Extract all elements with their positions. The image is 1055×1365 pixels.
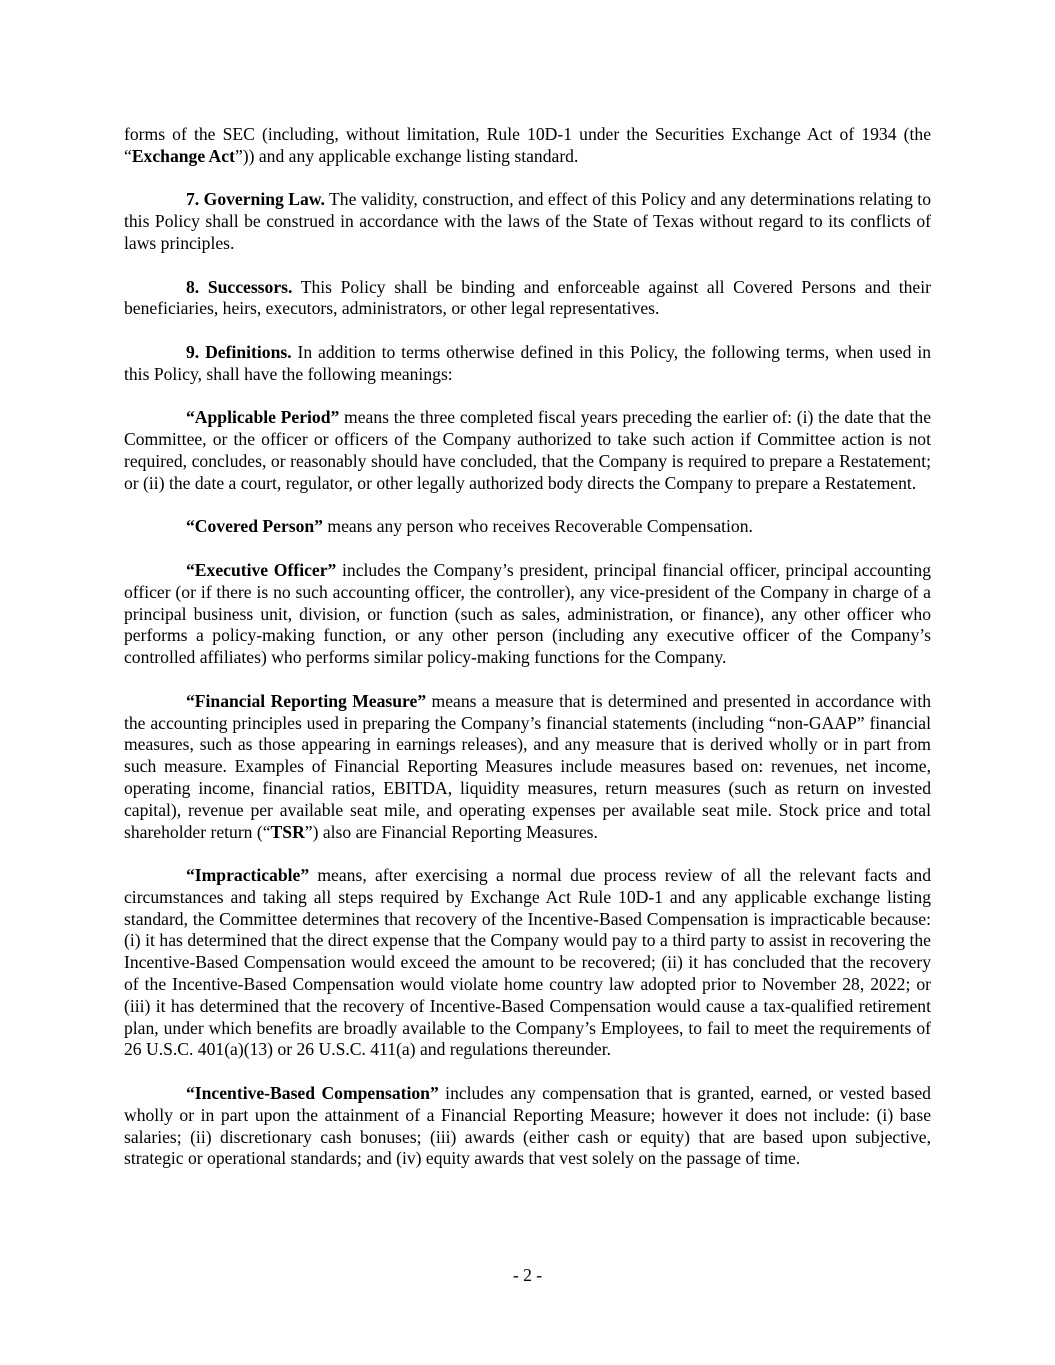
definition-text: means, after exercising a normal due process review of all the relevant facts and circumstances and taking all steps required by Exchange Act Rule 10D-1 and any applicable exchange listing standard, the Committee determines that recovery of the Incentive-Based Compensation is impracticable because: (i) it has determined that the direct expense that the Company would pay to a third party to assist in recovering the Incentive-Based Compensation would exceed the amount to be recovered; (ii) it has concluded that the recovery of the Incentive-Based Compensation would violate home country law adopted prior to November 28, 2022; or (iii) it has determined that the recovery of Incentive-Based Compensation would cause a tax-qualified retirement plan, under which benefits are broadly available to the Company’s Employees, to fail to meet the requirements of 26 U.S.C. 401(a)(13) or 26 U.S.C. 411(a) and regulations thereunder. — [124, 865, 931, 1060]
definition-text: includes the Company’s president, principal financial officer, principal accounting officer (or if there is no such accounting officer, the controller), any vice-president of the Company in charge of a principal business unit, division, or function (such as sales, administration, or finance), any other officer who performs a policy-making function, or any other person (including any executive officer of the Company’s controlled affiliates) who performs similar policy-making functions for the Company. — [124, 559, 931, 668]
definition-incentive-based-compensation — [124, 1083, 931, 1170]
definition-text: means the three completed fiscal years preceding the earlier of: (i) the date that the Committee, or the officer or officers of the Company authorized to take such action if Committee action is not required, concludes, or reasonably should have concluded, that the Company is required to prepare a Restatement; or (ii) the date a court, regulator, or other legally authorized body directs the Company to prepare a Restatement. — [124, 407, 931, 493]
definition-text: ”) also are Financial Reporting Measures. — [304, 821, 598, 842]
defined-term: “Applicable Period” — [186, 407, 340, 428]
paragraph-continuation — [124, 124, 931, 168]
defined-term: “Financial Reporting Measure” — [186, 690, 427, 711]
section-heading: 9. Definitions. — [186, 341, 292, 362]
definition-text: means any person who receives Recoverable Compensation. — [322, 516, 753, 537]
defined-term-exchange-act: Exchange Act — [131, 145, 235, 166]
definition-executive-officer — [124, 560, 931, 669]
definition-text: includes any compensation that is granted, earned, or vested based wholly or in part upon the attainment of a Financial Reporting Measure; however it does not include: (i) base salaries; (ii) discretionary cash bonuses; (iii) awards (either cash or equity) that are based upon subjective, strategic or operational standards; and (iv) equity awards that vest solely on the passage of time. — [124, 1083, 931, 1169]
section-heading: 7. Governing Law. — [186, 189, 325, 210]
section-definitions — [124, 342, 931, 386]
document-body — [124, 124, 931, 1192]
definition-applicable-period — [124, 407, 931, 494]
section-text: This Policy shall be binding and enforceable against all Covered Persons and their beneficiaries, heirs, executors, administrators, or other legal representatives. — [124, 276, 931, 319]
defined-term-tsr: TSR — [270, 821, 305, 842]
section-text: The validity, construction, and effect of this Policy and any determinations relating to this Policy shall be construed in accordance with the laws of the State of Texas without regard to its conflicts of laws principles. — [124, 189, 931, 253]
definition-impracticable — [124, 865, 931, 1061]
definition-financial-reporting-measure — [124, 691, 931, 844]
paragraph-text: ”)) and any applicable exchange listing standard. — [234, 145, 579, 166]
section-text: In addition to terms otherwise defined in this Policy, the following terms, when used in this Policy, shall have the following meanings: — [124, 341, 932, 384]
paragraph-text: forms of the SEC (including, without limitation, Rule 10D-1 under the Securities Exchange Act of 1934 (the “ — [124, 124, 931, 166]
section-governing-law — [124, 189, 931, 254]
section-heading: 8. Successors. — [186, 276, 293, 297]
defined-term: “Covered Person” — [186, 516, 323, 537]
definition-text: means a measure that is determined and presented in accordance with the accounting principles used in preparing the Company’s financial statements (including “non-GAAP” financial measures, such as those appearing in earnings releases), and any measure that is derived wholly or in part from such measure. Examples of Financial Reporting Measures include measures based on: revenues, net income, operating income, financial ratios, EBITDA, liquidity measures, return measures (such as return on invested capital), revenue per available seat mile, and operating expenses per available seat mile. Stock price and total shareholder return (“ — [124, 690, 932, 842]
defined-term: “Impracticable” — [186, 865, 310, 886]
definition-covered-person — [124, 516, 931, 538]
section-successors — [124, 277, 931, 321]
page-number: - 2 - — [512, 1265, 543, 1285]
defined-term: “Incentive-Based Compensation” — [186, 1083, 439, 1104]
defined-term: “Executive Officer” — [186, 559, 337, 580]
